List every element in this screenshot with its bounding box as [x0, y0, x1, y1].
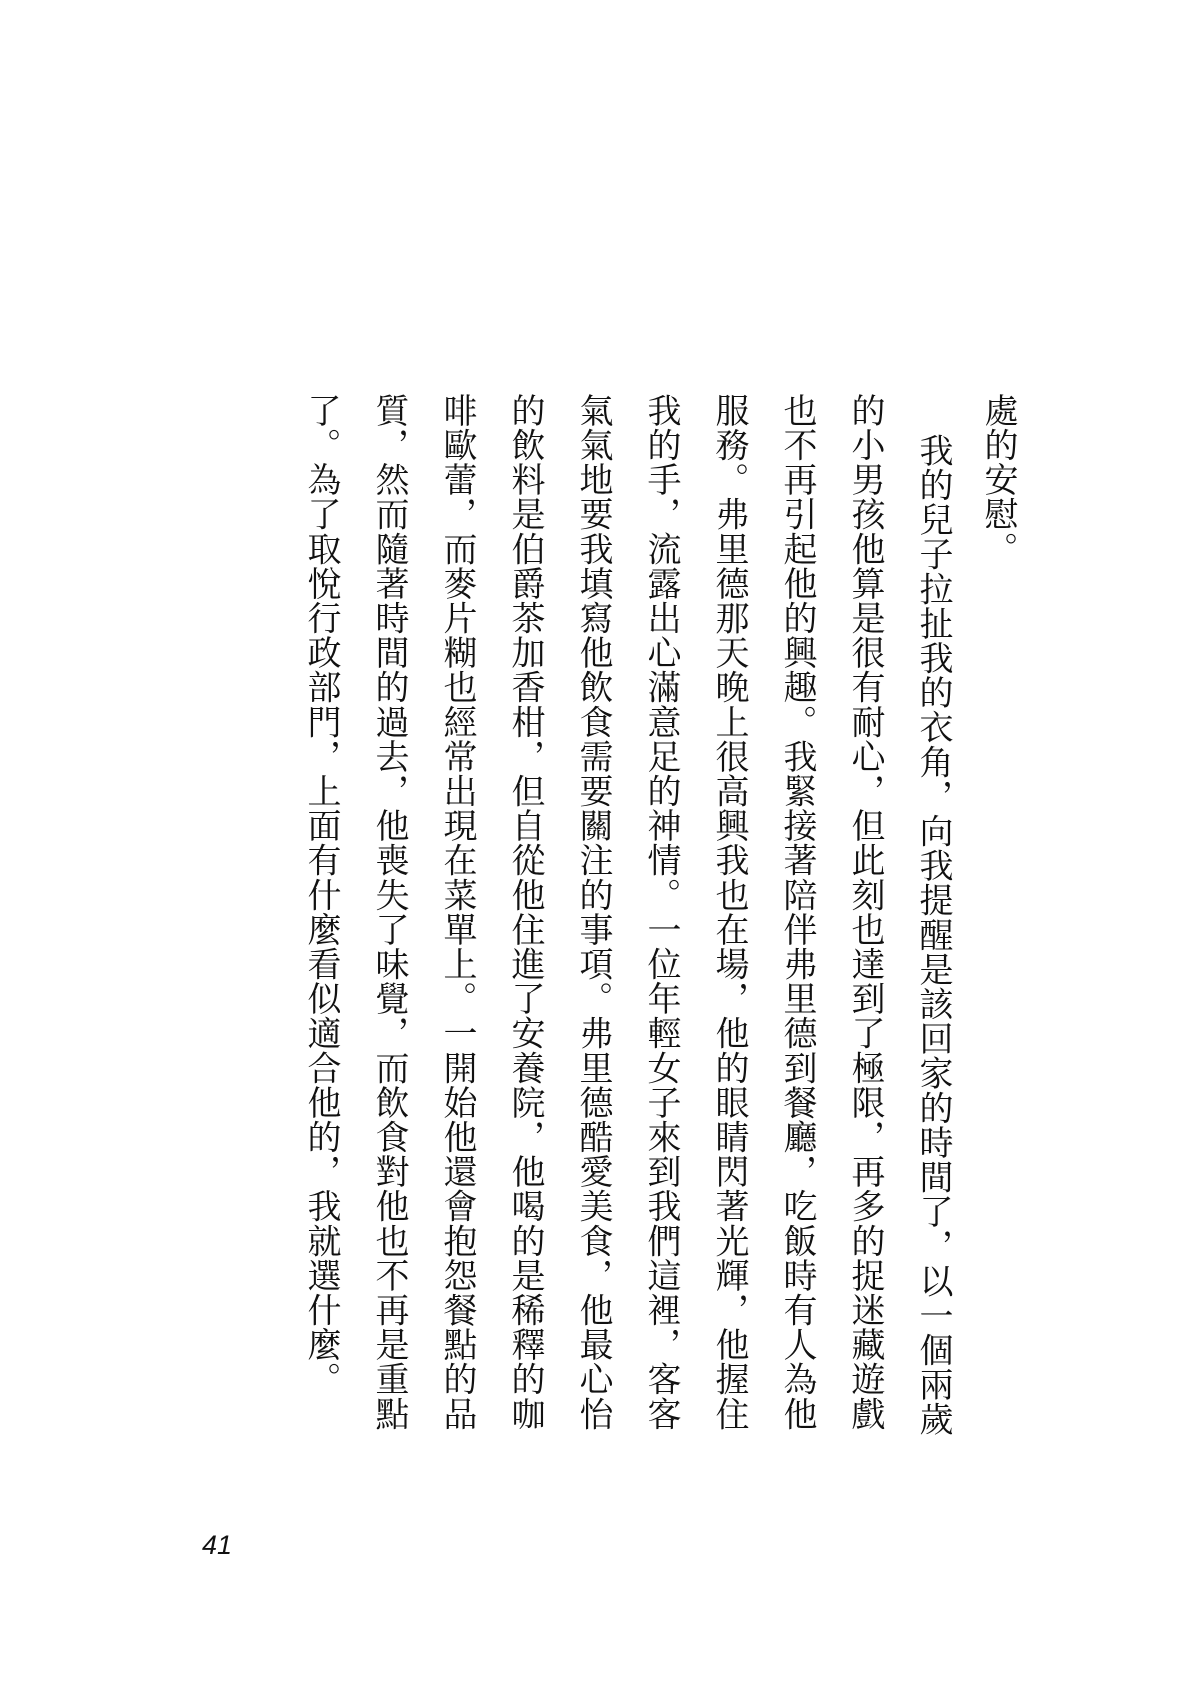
page-number: 41: [202, 1530, 233, 1560]
text-column-11: 了。為了取悅行政部門，上面有什麼看似適合他的，我就選什麼。: [301, 393, 341, 1397]
text-column-6: 我的手，流露出心滿意足的神情。一位年輕女子來到我們這裡，客客: [641, 393, 681, 1431]
text-column-8: 的飲料是伯爵茶加香柑，但自從他住進了安養院，他喝的是稀釋的咖: [505, 393, 545, 1431]
text-column-7: 氣氣地要我填寫他飲食需要關注的事項。弗里德酷愛美食，他最心怡: [573, 393, 613, 1431]
text-column-2: 我的兒子拉扯我的衣角，向我提醒是該回家的時間了，以一個兩歲: [913, 433, 953, 1437]
text-column-5: 服務。弗里德那天晚上很高興我也在場，他的眼睛閃著光輝，他握住: [709, 393, 749, 1431]
text-column-3: 的小男孩他算是很有耐心，但此刻也達到了極限，再多的捉迷藏遊戲: [845, 393, 885, 1431]
text-column-10: 質，然而隨著時間的過去，他喪失了味覺，而飲食對他也不再是重點: [369, 393, 409, 1431]
text-column-1: 處的安慰。: [978, 393, 1018, 566]
text-column-4: 也不再引起他的興趣。我緊接著陪伴弗里德到餐廳，吃飯時有人為他: [777, 393, 817, 1431]
text-column-9: 啡歐蕾，而麥片糊也經常出現在菜單上。一開始他還會抱怨餐點的品: [437, 393, 477, 1431]
